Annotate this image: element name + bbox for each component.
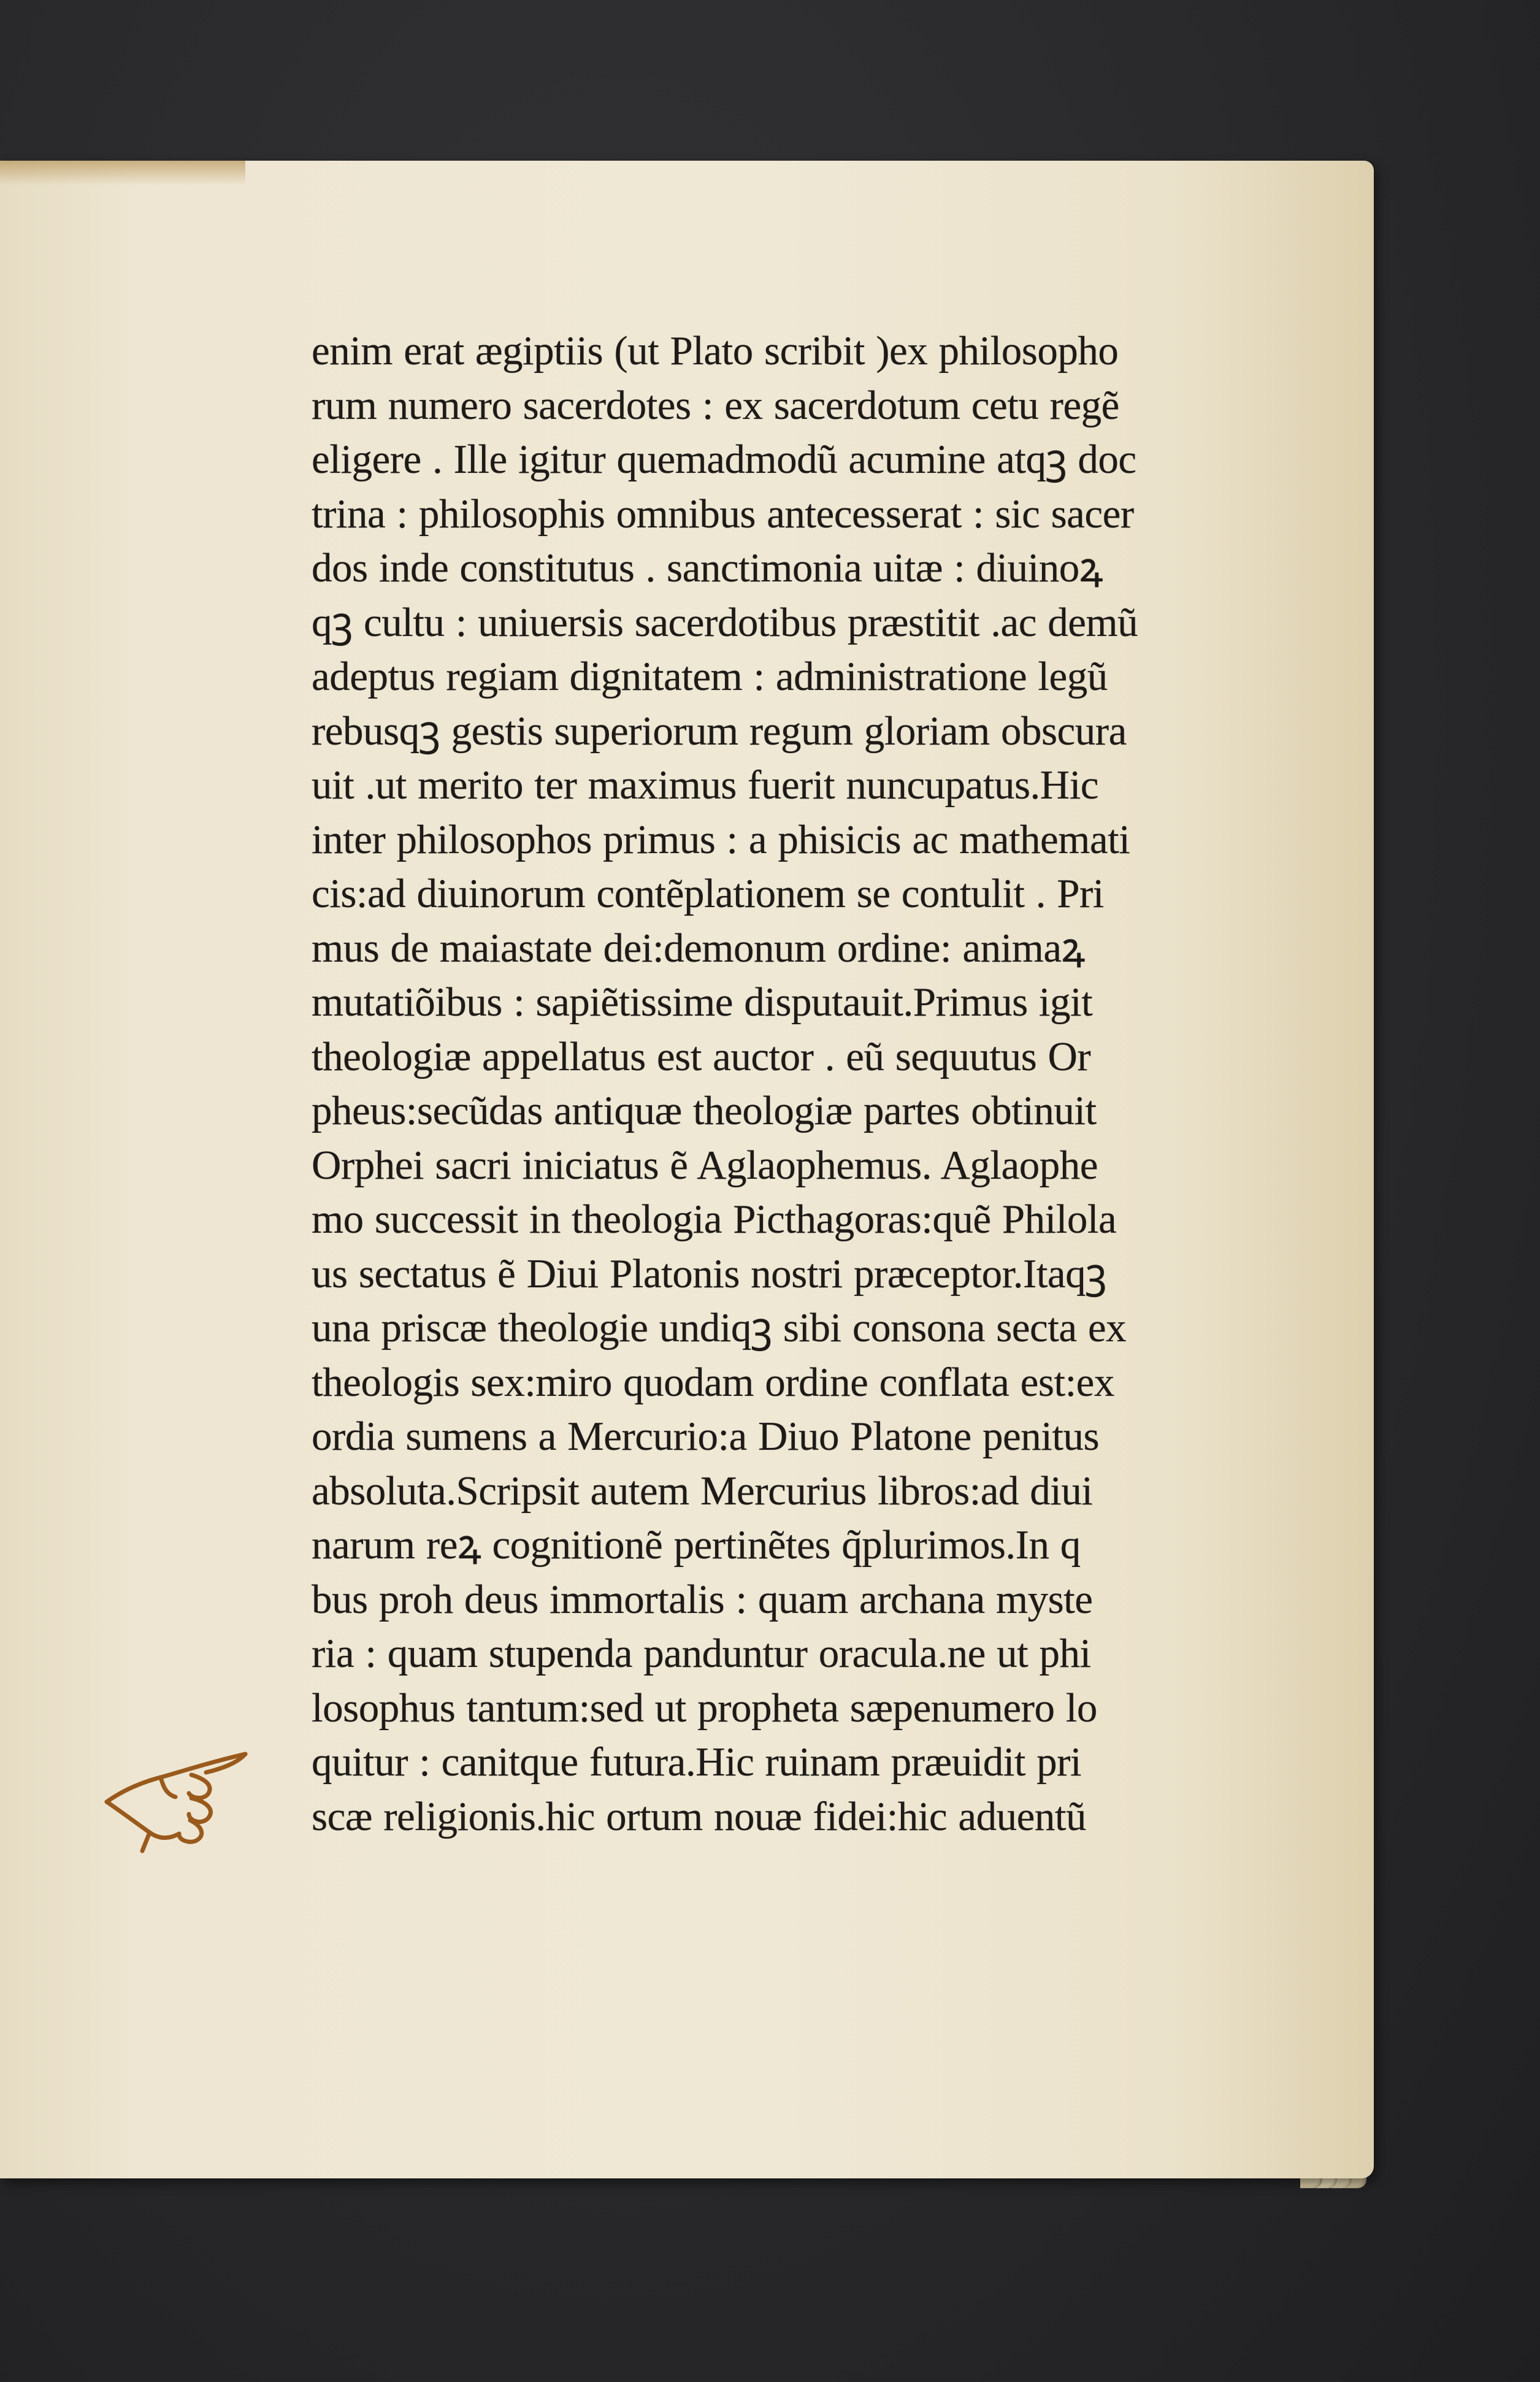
text-line: mus de maiastate dei:demonum ordine: animaꝝ (312, 925, 1085, 971)
text-line: rebusqꝫ gestis superiorum regum gloriam obscura (312, 708, 1127, 754)
text-line: scæ religionis.hic ortum nouæ fidei:hic aduentũ (312, 1793, 1087, 1839)
text-line: ria : quam stupenda panduntur oracula.ne ut phi (312, 1631, 1091, 1676)
page-stain (0, 161, 245, 185)
text-line: qꝫ cultu : uniuersis sacerdotibus præstitit .ac demũ (312, 599, 1138, 645)
text-line: enim erat ægiptiis (ut Plato scribit )ex philosopho (312, 328, 1119, 373)
text-line: quitur : canitque futura.Hic ruinam præuidit pri (312, 1739, 1082, 1785)
text-line: theologis sex:miro quodam ordine conflata est:ex (312, 1359, 1114, 1405)
text-line: Orphei sacri iniciatus ẽ Aglaophemus. Aglaophe (312, 1142, 1098, 1188)
text-line: una priscæ theologie undiqꝫ sibi consona secta ex (312, 1305, 1127, 1350)
text-block (312, 324, 1268, 1844)
text-line: adeptus regiam dignitatem : administratione legũ (312, 654, 1108, 699)
text-line: cis:ad diuinorum contẽplationem se contulit . Pri (312, 871, 1104, 916)
text-line: mutatiõibus : sapiẽtissime disputauit.Primus igit (312, 979, 1093, 1025)
text-line: rum numero sacerdotes : ex sacerdotum cetu regẽ (312, 382, 1119, 428)
text-line: uit .ut merito ter maximus fuerit nuncupatus.Hic (312, 762, 1099, 808)
text-line: ordia sumens a Mercurio:a Diuo Platone penitus (312, 1414, 1100, 1459)
text-line: dos inde constitutus . sanctimonia uitæ : diuinoꝝ (312, 545, 1103, 591)
text-line: absoluta.Scripsit autem Mercurius libros:ad diui (312, 1468, 1093, 1514)
text-line: theologiæ appellatus est auctor . eũ sequutus Or (312, 1033, 1091, 1079)
text-line: bus proh deus immortalis : quam archana myste (312, 1576, 1093, 1622)
text-line: us sectatus ẽ Diui Platonis nostri præceptor.Itaqꝫ (312, 1250, 1106, 1296)
text-line: eligere . Ille igitur quemadmodũ acumine atqꝫ doc (312, 437, 1136, 482)
text-line: mo successit in theologia Picthagoras:quẽ Philola (312, 1197, 1117, 1242)
text-line: trina : philosophis omnibus antecesserat : sic sacer (312, 491, 1134, 537)
text-line: pheus:secũdas antiquæ theologiæ partes obtinuit (312, 1088, 1097, 1133)
text-line: narum reꝝ cognitionẽ pertinẽtes q̃plurimos.In q (312, 1522, 1081, 1568)
text-line: losophus tantum:sed ut propheta sæpenumero lo (312, 1685, 1097, 1731)
manicule-pointing-hand-icon (99, 1742, 259, 1864)
text-line: inter philosophos primus : a phisicis ac mathemati (312, 816, 1130, 862)
